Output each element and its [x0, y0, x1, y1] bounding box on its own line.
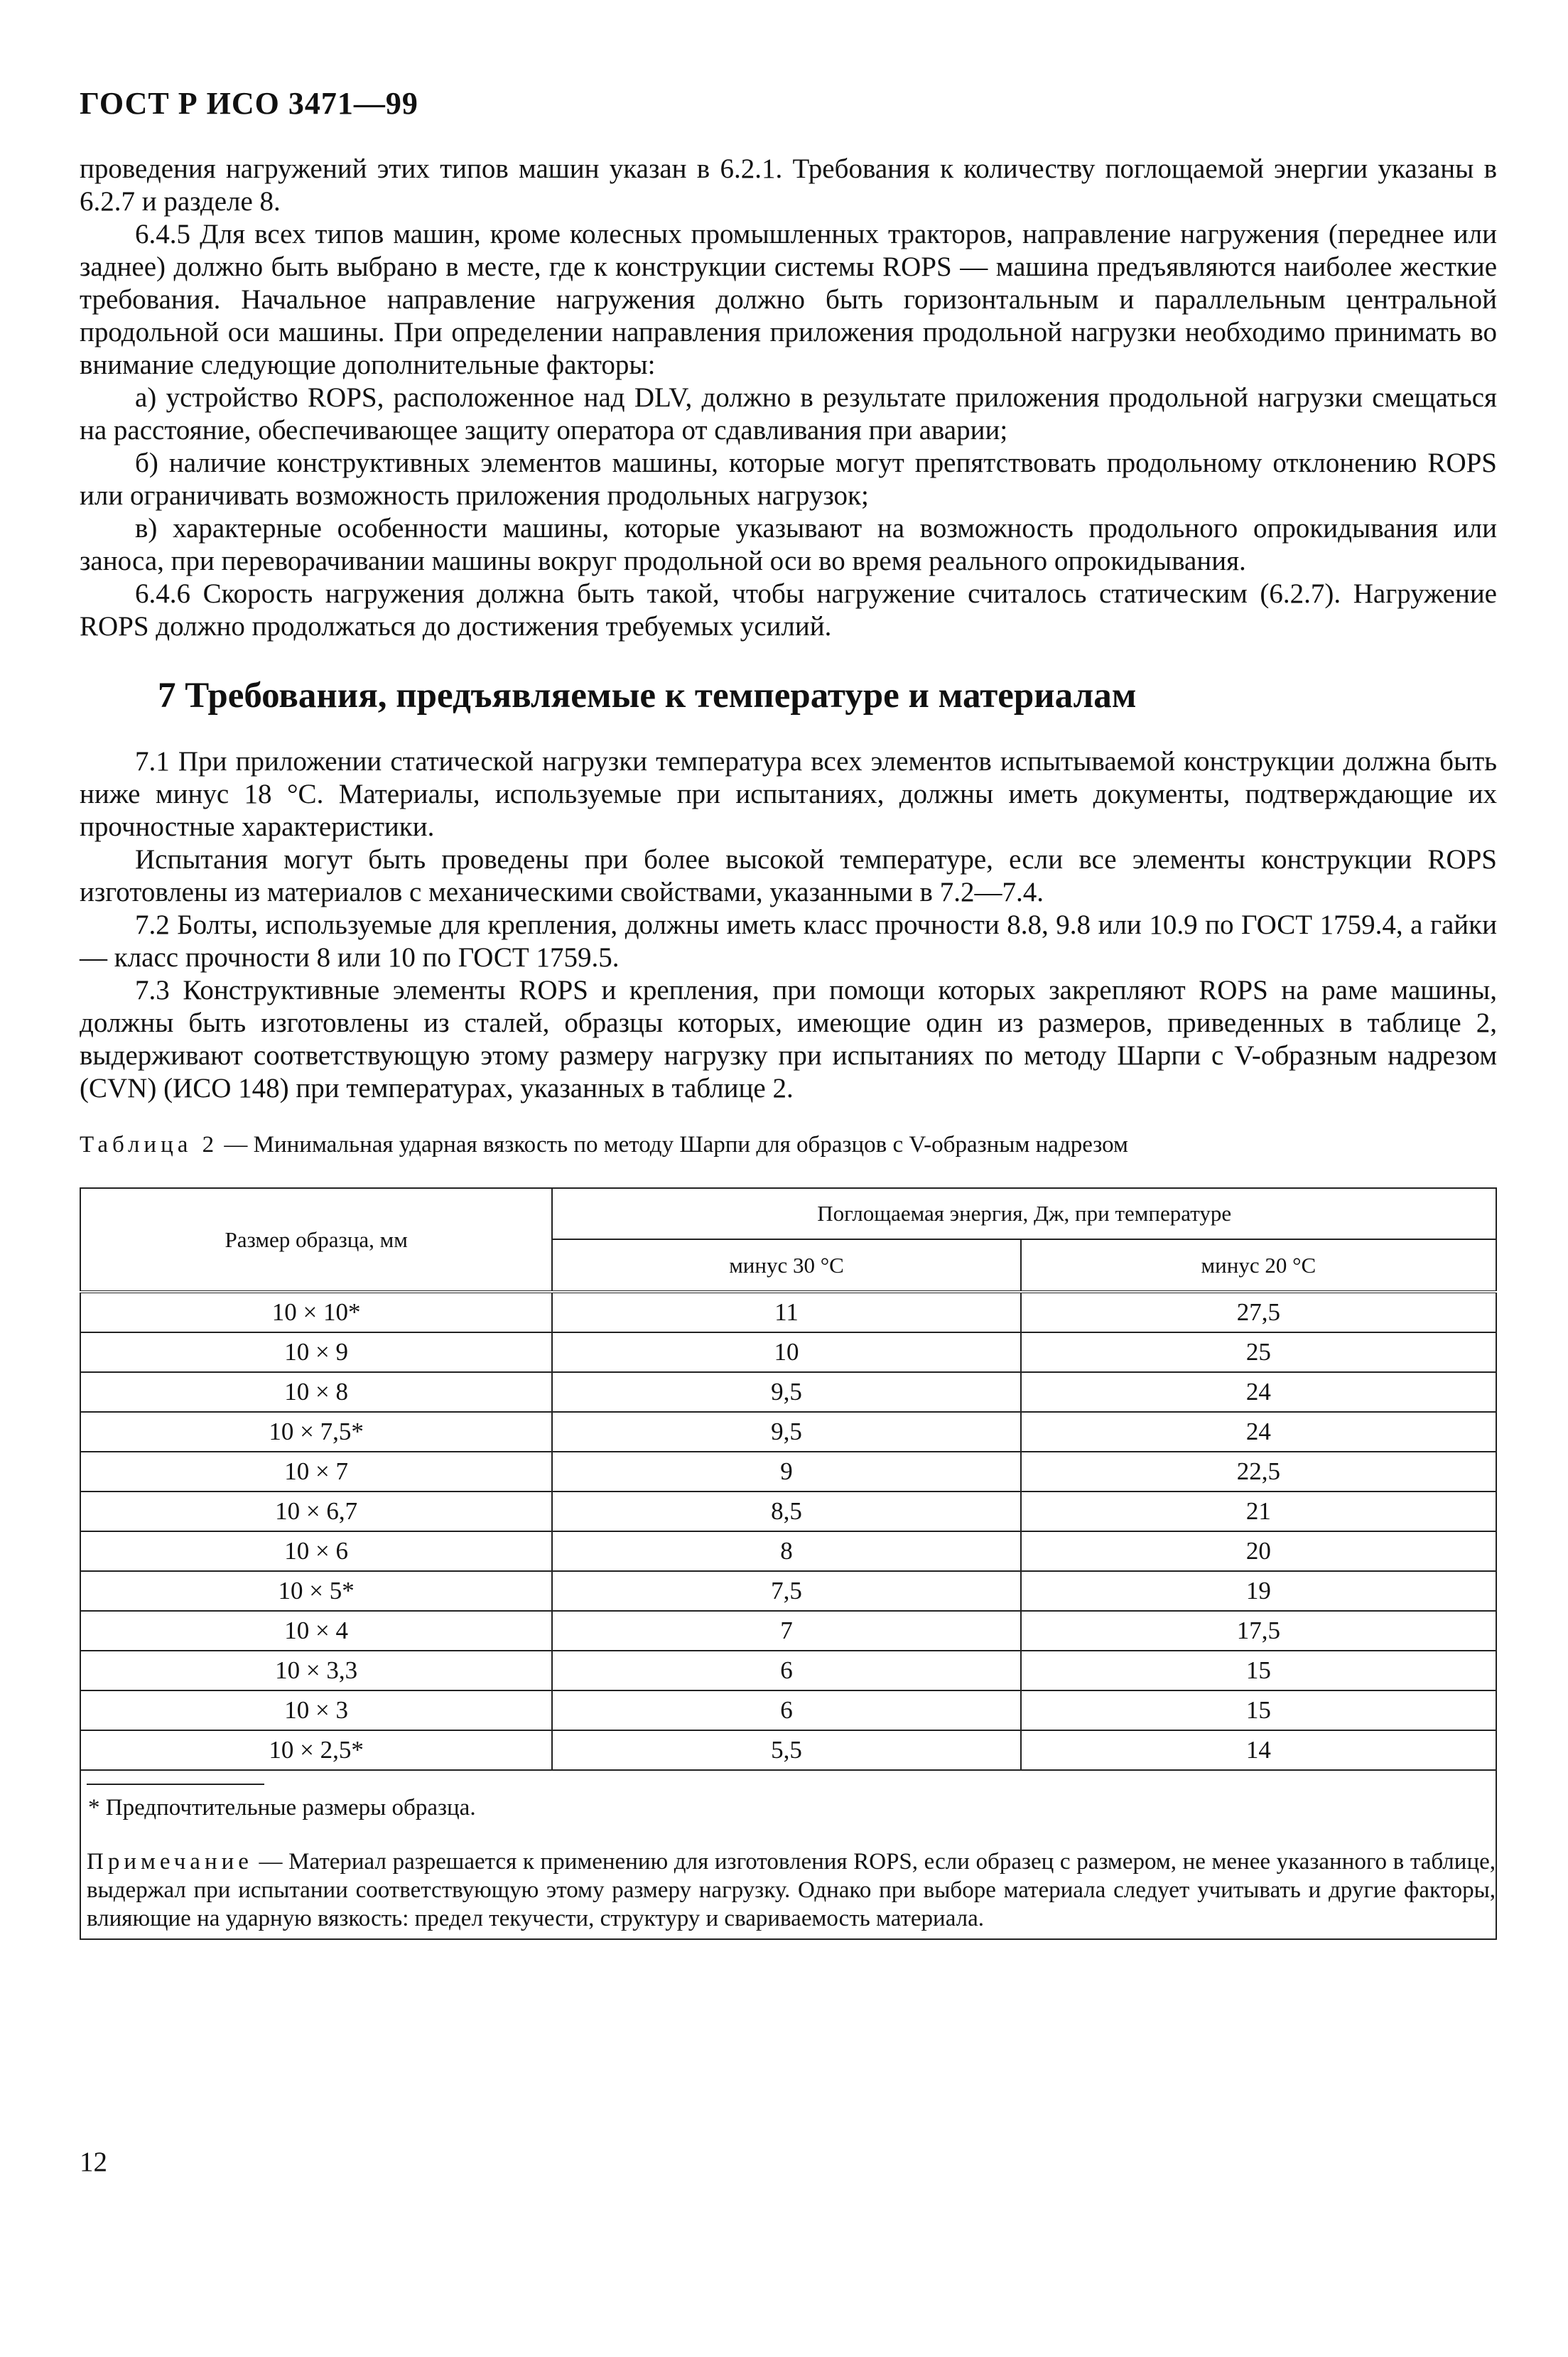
- header-minus30: минус 30 °С: [552, 1239, 1020, 1292]
- cell-size: 10 × 6,7: [80, 1492, 552, 1531]
- header-minus20: минус 20 °С: [1021, 1239, 1496, 1292]
- cell-energy-minus30: 10: [552, 1332, 1020, 1372]
- document-page: [80, 85, 1497, 1940]
- cell-energy-minus20: 19: [1021, 1571, 1496, 1611]
- charpy-table: [80, 1187, 1497, 1771]
- cell-energy-minus30: 8,5: [552, 1492, 1020, 1531]
- paragraph-6-4-5: 6.4.5 Для всех типов машин, кроме колесных промышленных тракторов, направление нагружения (переднее или заднее) должно быть выбрано в месте, где к конструкции системы ROPS — машина предъявляются наиболее жесткие требования. Начальное направление нагружения должно быть горизонтальным и параллельным центральной продольной оси машины. При определении направления приложения продольной нагрузки необходимо принимать во внимание следующие дополнительные факторы:: [80, 219, 1497, 380]
- cell-size: 10 × 7,5*: [80, 1412, 552, 1452]
- cell-energy-minus30: 11: [552, 1292, 1020, 1332]
- footnote-divider: [87, 1784, 264, 1785]
- cell-energy-minus30: 9,5: [552, 1412, 1020, 1452]
- table-row: [80, 1531, 1496, 1571]
- note-text: — Материал разрешается к применению для изготовления ROPS, если образец с размером, не менее указанного в таблице, выдержал при испытании соответствующую этому размеру нагрузку. Однако при выборе материала следует учитывать и другие факторы, влияющие на ударную вязкость: предел текучести, структуру и свариваемость материала.: [87, 1849, 1496, 1931]
- table-body: [80, 1292, 1496, 1770]
- cell-energy-minus30: 5,5: [552, 1730, 1020, 1770]
- header-energy: Поглощаемая энергия, Дж, при температуре: [552, 1188, 1496, 1239]
- cell-energy-minus20: 21: [1021, 1492, 1496, 1531]
- table-row: [80, 1452, 1496, 1492]
- cell-energy-minus30: 9: [552, 1452, 1020, 1492]
- table-row: [80, 1690, 1496, 1730]
- table-row: [80, 1372, 1496, 1412]
- table-row: [80, 1412, 1496, 1452]
- cell-size: 10 × 3,3: [80, 1651, 552, 1690]
- document-header: ГОСТ Р ИСО 3471—99: [80, 86, 418, 121]
- paragraph-7-3: 7.3 Конструктивные элементы ROPS и крепления, при помощи которых закрепляют ROPS на раме машины, должны быть изготовлены из сталей, образцы которых, имеющие один из размеров, приведенных в таблице 2, выдерживают соответствующую этому размеру нагрузку при испытаниях по методу Шарпи с V-образным надрезом (CVN) (ИСО 148) при температурах, указанных в таблице 2.: [80, 975, 1497, 1104]
- cell-energy-minus20: 24: [1021, 1372, 1496, 1412]
- cell-energy-minus20: 20: [1021, 1531, 1496, 1571]
- cell-energy-minus30: 6: [552, 1690, 1020, 1730]
- table-caption-text: — Минимальная ударная вязкость по методу Шарпи для образцов с V-образным надрезом: [218, 1132, 1128, 1158]
- table-row: [80, 1611, 1496, 1651]
- cell-energy-minus20: 15: [1021, 1651, 1496, 1690]
- cell-energy-minus20: 17,5: [1021, 1611, 1496, 1651]
- cell-size: 10 × 4: [80, 1611, 552, 1651]
- paragraph-7-2: 7.2 Болты, используемые для крепления, должны иметь класс прочности 8.8, 9.8 или 10.9 по ГОСТ 1759.4, а гайки — класс прочности 8 или 10 по ГОСТ 1759.5.: [80, 910, 1497, 973]
- list-item-v: в) характерные особенности машины, которые указывают на возможность продольного опрокидывания или заноса, при переворачивании машины вокруг продольной оси во время реального опрокидывания.: [80, 513, 1497, 576]
- cell-energy-minus20: 14: [1021, 1730, 1496, 1770]
- table-notes: [80, 1771, 1497, 1940]
- cell-energy-minus30: 6: [552, 1651, 1020, 1690]
- cell-size: 10 × 10*: [80, 1292, 552, 1332]
- cell-size: 10 × 5*: [80, 1571, 552, 1611]
- table-row: [80, 1651, 1496, 1690]
- table-row: [80, 1292, 1496, 1332]
- cell-size: 10 × 9: [80, 1332, 552, 1372]
- table-row: [80, 1332, 1496, 1372]
- cell-energy-minus30: 9,5: [552, 1372, 1020, 1412]
- table-footnote: * Предпочтительные размеры образца.: [88, 1795, 476, 1821]
- paragraph-6-4-6: 6.4.6 Скорость нагружения должна быть такой, чтобы нагружение считалось статическим (6.2.7). Нагружение ROPS должно продолжаться до достижения требуемых усилий.: [80, 578, 1497, 642]
- paragraph-7-1-cont: Испытания могут быть проведены при более высокой температуре, если все элементы конструкции ROPS изготовлены из материалов с механическими свойствами, указанными в 7.2—7.4.: [80, 844, 1497, 907]
- cell-energy-minus20: 27,5: [1021, 1292, 1496, 1332]
- table-caption-label: Таблица 2: [80, 1132, 219, 1158]
- note-label: Примечание: [87, 1849, 253, 1875]
- section-7-heading: 7 Требования, предъявляемые к температуре и материалам: [158, 676, 1137, 716]
- page-number: 12: [80, 2147, 107, 2177]
- cell-size: 10 × 3: [80, 1690, 552, 1730]
- cell-size: 10 × 6: [80, 1531, 552, 1571]
- table-note: [87, 1848, 1496, 1933]
- cell-energy-minus20: 25: [1021, 1332, 1496, 1372]
- cell-size: 10 × 2,5*: [80, 1730, 552, 1770]
- cell-energy-minus20: 15: [1021, 1690, 1496, 1730]
- table-caption: [80, 1131, 1497, 1159]
- cell-energy-minus20: 22,5: [1021, 1452, 1496, 1492]
- cell-size: 10 × 8: [80, 1372, 552, 1412]
- cell-size: 10 × 7: [80, 1452, 552, 1492]
- paragraph-continuation: проведения нагружений этих типов машин указан в 6.2.1. Требования к количеству поглощаемой энергии указаны в 6.2.7 и разделе 8.: [80, 153, 1497, 217]
- cell-energy-minus30: 7,5: [552, 1571, 1020, 1611]
- list-item-a: а) устройство ROPS, расположенное над DLV, должно в результате приложения продольной нагрузки смещаться на расстояние, обеспечивающее защиту оператора от сдавливания при аварии;: [80, 382, 1497, 446]
- cell-energy-minus30: 8: [552, 1531, 1020, 1571]
- table-row: [80, 1730, 1496, 1770]
- table-row: [80, 1492, 1496, 1531]
- list-item-b: б) наличие конструктивных элементов машины, которые могут препятствовать продольному отклонению ROPS или ограничивать возможность приложения продольных нагрузок;: [80, 448, 1497, 511]
- cell-energy-minus20: 24: [1021, 1412, 1496, 1452]
- cell-energy-minus30: 7: [552, 1611, 1020, 1651]
- paragraph-7-1: 7.1 При приложении статической нагрузки температура всех элементов испытываемой конструкции должна быть ниже минус 18 °С. Материалы, используемые при испытаниях, должны иметь документы, подтверждающие их прочностные характеристики.: [80, 746, 1497, 842]
- header-size: Размер образца, мм: [80, 1188, 552, 1292]
- table-row: [80, 1571, 1496, 1611]
